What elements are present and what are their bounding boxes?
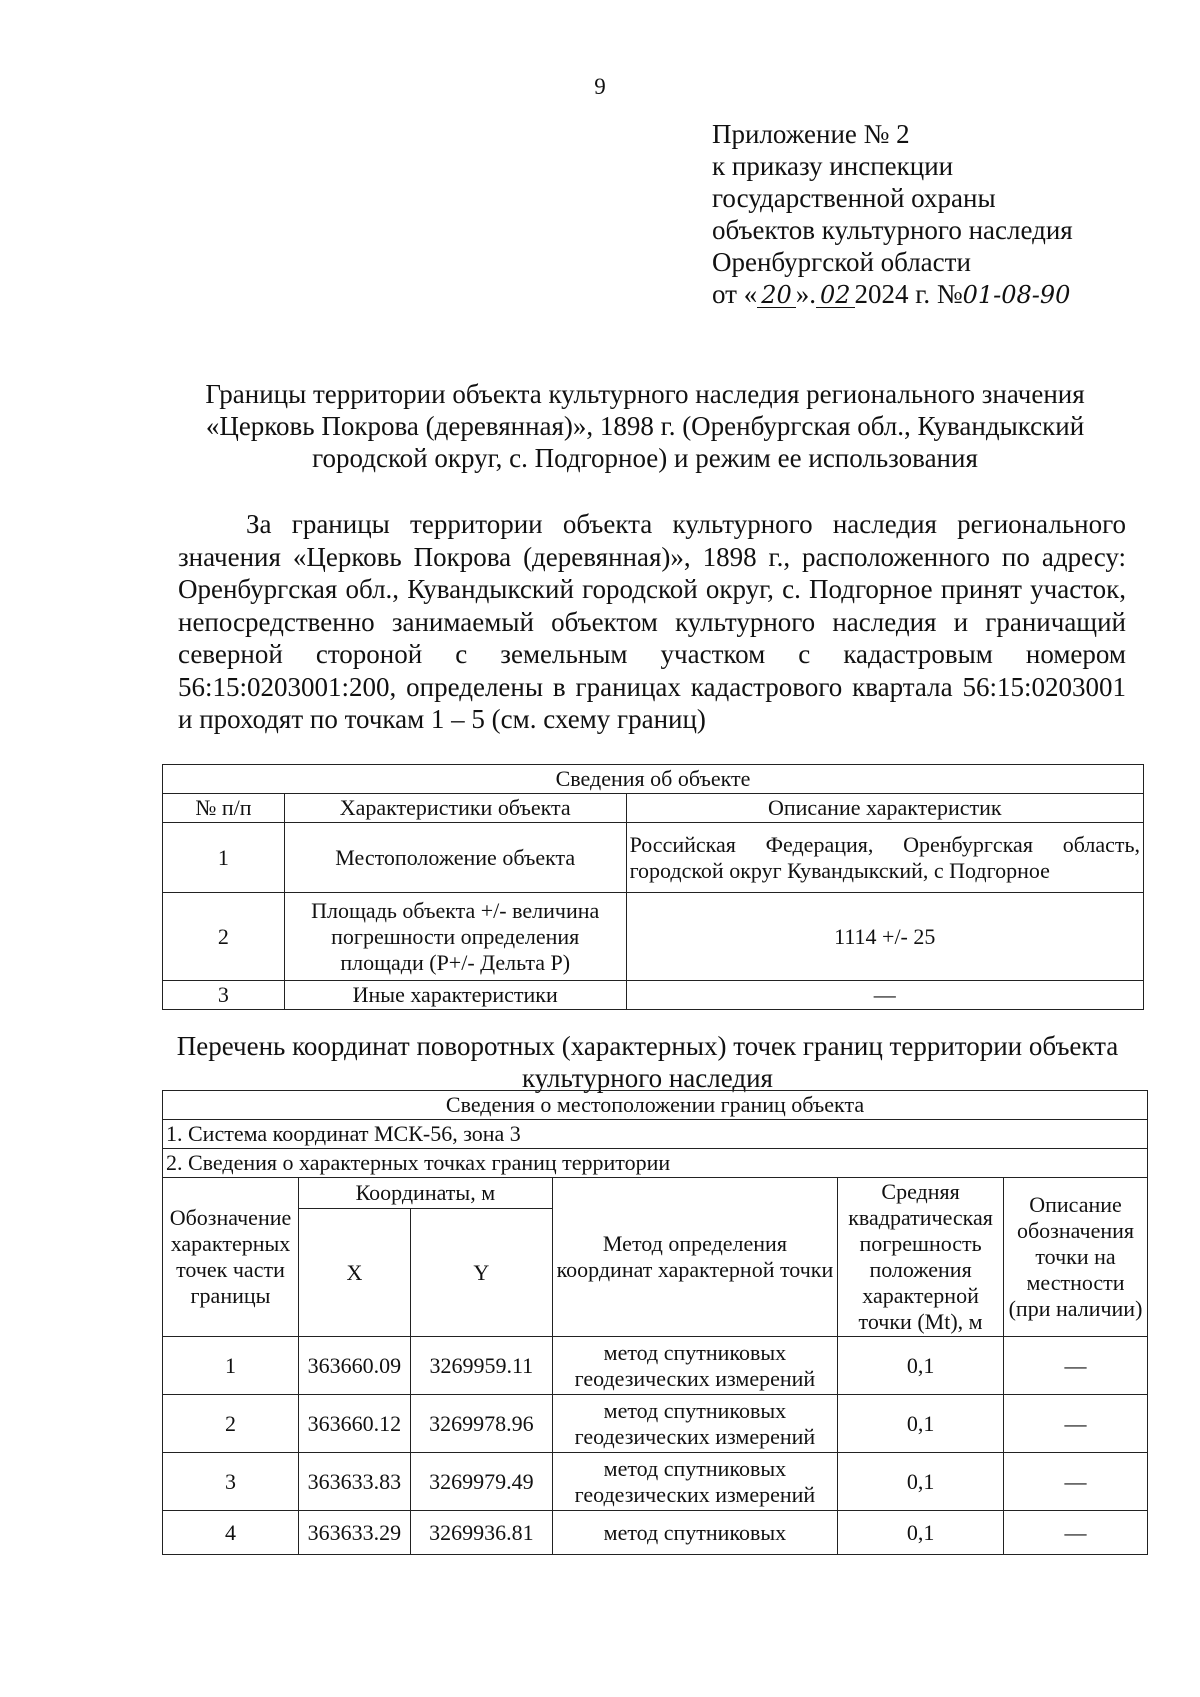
header-y: Y <box>410 1209 552 1337</box>
point-number: 1 <box>163 1337 299 1395</box>
coord-y: 3269959.11 <box>410 1337 552 1395</box>
document-title: Границы территории объекта культурного наследия регионального значения «Церковь Покрова (деревянная)», 1898 г. (Оренбургская обл., Кувандыкский городской округ, с. Подгорное) и режим ее использования <box>205 379 1085 473</box>
column-header: № п/п <box>163 794 285 823</box>
date-prefix: от « <box>712 279 758 309</box>
coord-x: 363633.29 <box>298 1511 410 1555</box>
year-text: 2024 г. № <box>854 279 963 309</box>
error: 0,1 <box>838 1395 1004 1453</box>
coord-x: 363633.83 <box>298 1453 410 1511</box>
appendix-line: объектов культурного наследия <box>712 215 1073 245</box>
table-row <box>163 1511 1148 1555</box>
row-characteristic: Местоположение объекта <box>284 823 626 893</box>
handwritten-day: 20 <box>757 283 796 308</box>
row-description: Российская Федерация, Оренбургская область, городской округ Кувандыкский, с Подгорное <box>626 823 1143 893</box>
table-row <box>163 981 1144 1010</box>
error: 0,1 <box>838 1511 1004 1555</box>
column-header: Характеристики объекта <box>284 794 626 823</box>
appendix-line: к приказу инспекции <box>712 151 954 181</box>
point-number: 4 <box>163 1511 299 1555</box>
method: метод спутниковых геодезических измерений <box>552 1395 837 1453</box>
point-number: 3 <box>163 1453 299 1511</box>
coord-y: 3269978.96 <box>410 1395 552 1453</box>
coord-y: 3269979.49 <box>410 1453 552 1511</box>
appendix-line: Приложение № 2 <box>712 119 910 149</box>
row-number: 2 <box>163 893 285 981</box>
method: метод спутниковых <box>552 1511 837 1555</box>
coord-x: 363660.09 <box>298 1337 410 1395</box>
point-description: — <box>1004 1395 1148 1453</box>
column-header: Описание характеристик <box>626 794 1143 823</box>
coord-y: 3269936.81 <box>410 1511 552 1555</box>
method: метод спутниковых геодезических измерений <box>552 1337 837 1395</box>
table-row <box>163 1453 1148 1511</box>
table-caption: Сведения об объекте <box>163 765 1144 794</box>
header-description: Описание обозначения точки на местности (при наличии) <box>1004 1178 1148 1337</box>
table-row <box>163 1337 1148 1395</box>
point-number: 2 <box>163 1395 299 1453</box>
method: метод спутниковых геодезических измерений <box>552 1453 837 1511</box>
handwritten-month: 02 <box>816 283 855 308</box>
object-info-table <box>162 764 1144 1010</box>
header-error: Средняя квадратическая погрешность положения характерной точки (Mt), м <box>838 1178 1004 1337</box>
table-row <box>163 893 1144 981</box>
table-row <box>163 823 1144 893</box>
error: 0,1 <box>838 1337 1004 1395</box>
coord-x: 363660.12 <box>298 1395 410 1453</box>
page-number: 9 <box>594 74 606 99</box>
points-section-title: 2. Сведения о характерных точках границ территории <box>163 1149 1148 1178</box>
point-description: — <box>1004 1337 1148 1395</box>
coordinates-title: Перечень координат поворотных (характерных) точек границ территории объекта культурного наследия <box>176 1031 1119 1093</box>
row-number: 1 <box>163 823 285 893</box>
row-description: — <box>626 981 1143 1010</box>
header-x: X <box>298 1209 410 1337</box>
table-caption: Сведения о местоположении границ объекта <box>163 1091 1148 1120</box>
header-method: Метод определения координат характерной точки <box>552 1178 837 1337</box>
row-description: 1114 +/- 25 <box>626 893 1143 981</box>
point-description: — <box>1004 1511 1148 1555</box>
order-date-line <box>712 278 1073 311</box>
header-coordinates: Координаты, м <box>298 1178 552 1209</box>
coordinate-system: 1. Система координат МСК-56, зона 3 <box>163 1120 1148 1149</box>
header-point: Обозначение характерных точек части границы <box>163 1178 299 1337</box>
body-paragraph: За границы территории объекта культурного наследия регионального значения «Церковь Покрова (деревянная)», 1898 г., расположенного по адресу: Оренбургская обл., Кувандыкский городской округ, с. Подгорное принят участок, непосредственно занимаемый объектом культурного наследия и граничащий северной стороной с земельным участком с кадастровым номером 56:15:0203001:200, определены в границах кадастрового квартала 56:15:0203001 и проходят по точкам 1 – 5 (см. схему границ) <box>178 509 1126 734</box>
row-characteristic: Площадь объекта +/- величина погрешности определения площади (Р+/- Дельта Р) <box>284 893 626 981</box>
coordinates-table <box>162 1090 1148 1555</box>
row-characteristic: Иные характеристики <box>284 981 626 1010</box>
error: 0,1 <box>838 1453 1004 1511</box>
date-mid: ». <box>795 279 816 309</box>
appendix-line: Оренбургской области <box>712 247 971 277</box>
row-number: 3 <box>163 981 285 1010</box>
appendix-line: государственной охраны <box>712 183 996 213</box>
handwritten-order-number: 01-08-90 <box>962 281 1071 309</box>
appendix-block <box>712 118 1073 311</box>
point-description: — <box>1004 1453 1148 1511</box>
table-row <box>163 1395 1148 1453</box>
